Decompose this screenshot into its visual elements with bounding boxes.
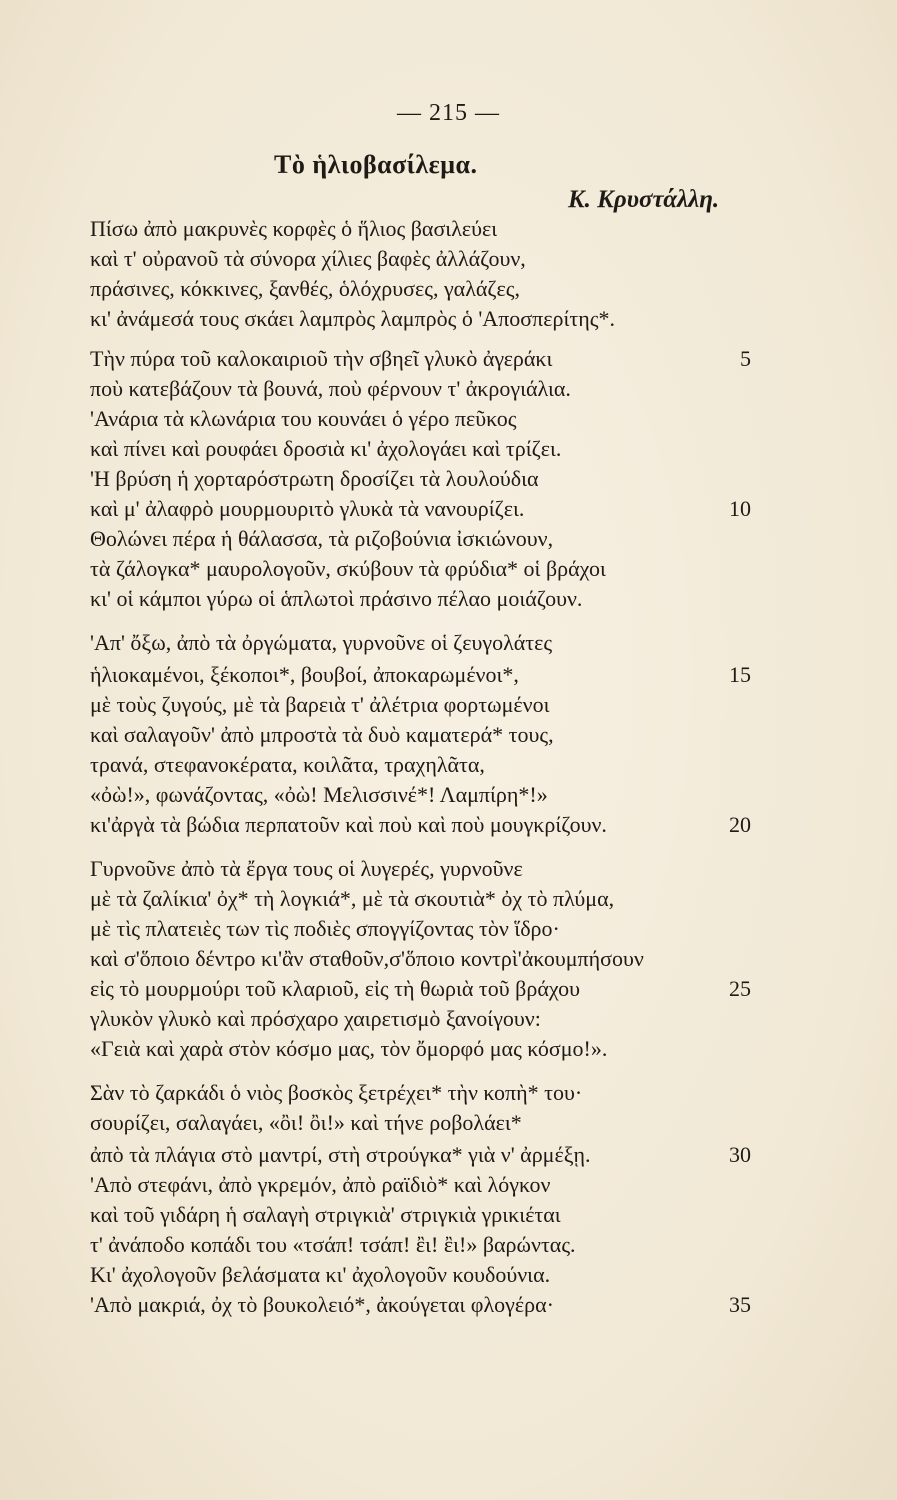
line-number: 20	[729, 812, 751, 837]
poem-line: «Γειὰ καὶ χαρὰ στὸν κόσμο μας, τὸν ὄμορφό μας κόσμο!».	[90, 1036, 608, 1061]
poem-line: σουρίζει, σαλαγάει, «ὂι! ὂι!» καὶ τήνε ροβολάει*	[90, 1110, 522, 1135]
poem-line: κι'ἀργὰ τὰ βώδια περπατοῦν καὶ ποὺ καὶ ποὺ μουγκρίζουν.	[90, 812, 607, 837]
poem-line: Τὴν πύρα τοῦ καλοκαιριοῦ τὴν σβηεῖ γλυκὸ ἀγεράκι	[90, 346, 553, 371]
poem-line: Θολώνει πέρα ἡ θάλασσα, τὰ ριζοβούνια ἰσκιώνουν,	[90, 526, 554, 551]
poem-line: Κι' ἀχολογοῦν βελάσματα κι' ἀχολογοῦν κουδούνια.	[90, 1262, 551, 1287]
poem-line: 'Η βρύση ἡ χορταρόστρωτη δροσίζει τὰ λουλούδια	[90, 466, 539, 491]
poem-line: μὲ τὶς πλατειὲς των τὶς ποδιὲς σπογγίζοντας τὸν ἵδρο·	[90, 916, 560, 941]
poem-line: 'Απὸ μακριά, ὀχ τὸ βουκολειό*, ἀκούγεται φλογέρα·	[90, 1292, 554, 1317]
poem-line: κι' ἀνάμεσά τους σκάει λαμπρὸς λαμπρὸς ὁ 'Αποσπερίτης*.	[90, 306, 615, 331]
line-number: 25	[729, 976, 751, 1001]
poem-line: γλυκὸν γλυκὸ καὶ πρόσχαρο χαιρετισμὸ ξανοίγουν:	[90, 1006, 541, 1031]
poem-line: καὶ πίνει καὶ ρουφάει δροσιὰ κι' ἀχολογάει καὶ τρίζει.	[90, 436, 562, 461]
poem-line: καὶ τοῦ γιδάρη ἡ σαλαγὴ στριγκιὰ' στριγκιὰ γρικιέται	[90, 1202, 561, 1227]
poem-line: καὶ σ'ὅποιο δέντρο κι'ἂν σταθοῦν,σ'ὅποιο κοντρὶ'ἀκουμπήσουν	[90, 946, 644, 971]
poem-line: Πίσω ἀπὸ μακρυνὲς κορφὲς ὁ ἥλιος βασιλεύει	[90, 216, 498, 241]
page-number: — 215 —	[397, 100, 500, 126]
poem-line: «ὀὼ!», φωνάζοντας, «ὀὼ! Μελισσινέ*! Λαμπίρη*!»	[90, 782, 548, 807]
poem-line: πράσινες, κόκκινες, ξανθές, ὁλόχρυσες, γαλάζες,	[90, 276, 520, 301]
poem-line: ποὺ κατεβάζουν τὰ βουνά, ποὺ φέρνουν τ' ἀκρογιάλια.	[90, 376, 571, 401]
line-number: 30	[729, 1142, 751, 1167]
poem-line: καὶ τ' οὐρανοῦ τὰ σύνορα χίλιες βαφὲς ἀλλάζουν,	[90, 246, 526, 271]
poem-line: τ' ἀνάποδο κοπάδι του «τσάπ! τσάπ! ἒι! ἒι!» βαρώντας.	[90, 1232, 576, 1257]
poem-line: 'Απὸ στεφάνι, ἀπὸ γκρεμόν, ἀπὸ ραϊδιὸ* καὶ λόγκον	[90, 1172, 551, 1197]
poem-line: μὲ τοὺς ζυγούς, μὲ τὰ βαρειὰ τ' ἀλέτρια φορτωμένοι	[90, 692, 550, 717]
poem-line: ἀπὸ τὰ πλάγια στὸ μαντρί, στὴ στρούγκα* γιὰ ν' ἀρμέξῃ.	[90, 1142, 591, 1167]
poem-line: Γυρνοῦνε ἀπὸ τὰ ἔργα τους οἱ λυγερές, γυρνοῦνε	[90, 856, 523, 881]
poem-line: Σὰν τὸ ζαρκάδι ὁ νιὸς βοσκὸς ξετρέχει* τὴν κοπὴ* του·	[90, 1080, 583, 1105]
poem-line: 'Ανάρια τὰ κλωνάρια του κουνάει ὁ γέρο πεῦκος	[90, 406, 517, 431]
poem-title: Τὸ ἡλιοβασίλεμα.	[274, 150, 478, 179]
poem-line: κι' οἱ κάμποι γύρω οἱ ἁπλωτοὶ πράσινο πέλαο μοιάζουν.	[90, 586, 583, 611]
poem-line: καὶ μ' ἀλαφρὸ μουρμουριτὸ γλυκὰ τὰ νανουρίζει.	[90, 496, 525, 521]
poem-line: μὲ τὰ ζαλίκια' ὀχ* τὴ λογκιά*, μὲ τὰ σκουτιὰ* ὀχ τὸ πλύμα,	[90, 886, 615, 911]
line-number: 5	[740, 346, 751, 371]
poem-line: 'Απ' ὄξω, ἀπὸ τὰ ὀργώματα, γυρνοῦνε οἱ ζευγολάτες	[90, 630, 553, 655]
poem-line: καὶ σαλαγοῦν' ἀπὸ μπροστὰ τὰ δυὸ καματερά* τους,	[90, 722, 554, 747]
line-number: 35	[729, 1292, 751, 1317]
line-number: 15	[729, 662, 751, 687]
line-number: 10	[729, 496, 751, 521]
poem-line: τὰ ζάλογκα* μαυρολογοῦν, σκύβουν τὰ φρύδια* οἱ βράχοι	[90, 556, 606, 581]
poem-line: τρανά, στεφανοκέρατα, κοιλᾶτα, τραχηλᾶτα,	[90, 752, 485, 777]
poem-line: ἡλιοκαμένοι, ξέκοποι*, βουβοί, ἀποκαρωμένοι*,	[90, 662, 519, 687]
poem-author: Κ. Κρυστάλλη.	[568, 186, 720, 213]
poem-line: εἰς τὸ μουρμούρι τοῦ κλαριοῦ, εἰς τὴ θωριὰ τοῦ βράχου	[90, 976, 581, 1001]
